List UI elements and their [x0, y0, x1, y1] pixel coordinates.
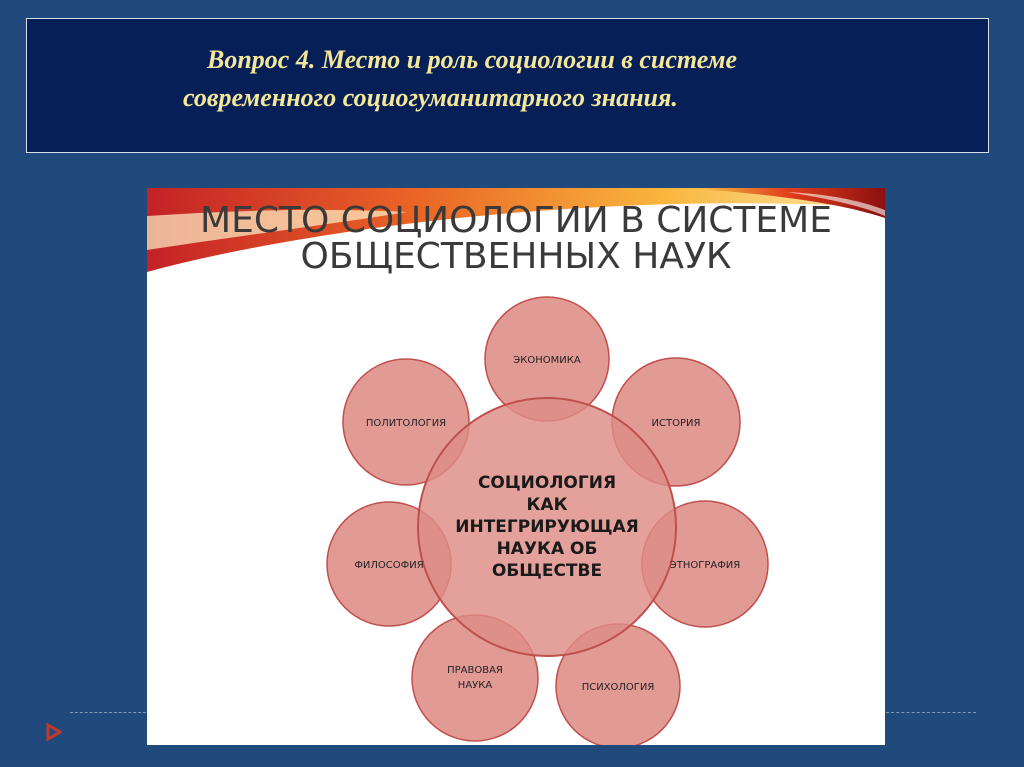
diagram-image — [147, 188, 885, 745]
center-label-line3: ИНТЕГРИРУЮЩАЯ — [455, 517, 639, 537]
node-economics-label: ЭКОНОМИКА — [513, 355, 581, 366]
divider-right — [886, 712, 976, 713]
node-politology-label: ПОЛИТОЛОГИЯ — [365, 418, 447, 429]
slide-title — [183, 41, 943, 117]
node-philosophy-label: ФИЛОСОФИЯ — [354, 560, 424, 571]
diagram-svg — [147, 188, 885, 745]
diagram-title-line1: МЕСТО СОЦИОЛОГИИ В СИСТЕМЕ — [200, 200, 832, 241]
node-history-label: ИСТОРИЯ — [651, 418, 701, 429]
slide-title-line1: Вопрос 4. Место и роль социологии в системе — [207, 45, 738, 74]
slide-title-line2: современного социогуманитарного знания. — [183, 83, 678, 112]
node-law-label-line1: ПРАВОВАЯ — [447, 665, 503, 676]
divider-left — [70, 712, 146, 713]
diagram-title-line2: ОБЩЕСТВЕННЫХ НАУК — [300, 236, 732, 277]
center-label-line2: КАК — [526, 495, 568, 515]
center-label-line1: СОЦИОЛОГИЯ — [477, 473, 617, 493]
node-psychology-label: ПСИХОЛОГИЯ — [581, 682, 655, 693]
triangle-right-icon[interactable] — [46, 723, 62, 746]
center-label-line5: ОБЩЕСТВЕ — [491, 561, 603, 581]
node-law-label-line2: НАУКА — [457, 680, 493, 691]
center-label-line4: НАУКА ОБ — [496, 539, 598, 559]
title-box — [26, 18, 989, 153]
node-ethnography-label: ЭТНОГРАФИЯ — [669, 560, 741, 571]
